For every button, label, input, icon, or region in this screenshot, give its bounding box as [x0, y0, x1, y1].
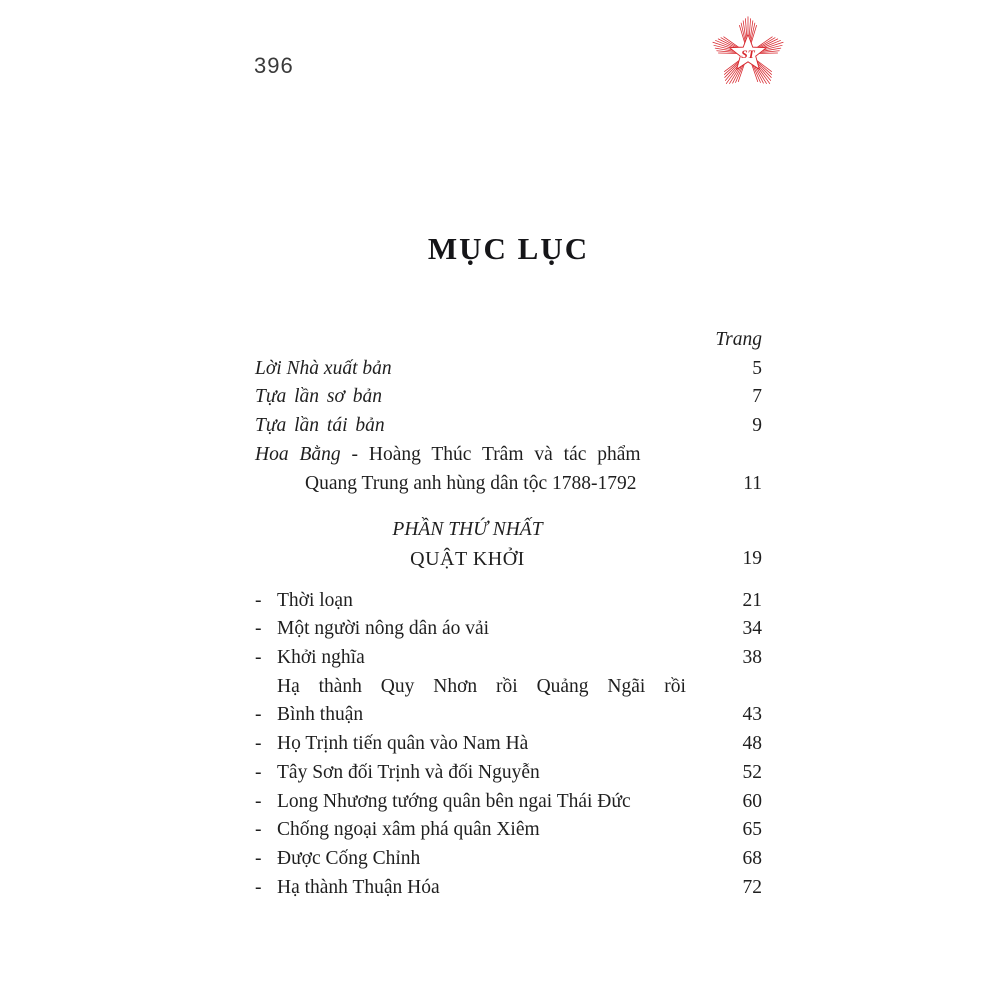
dash-bullet: -: [255, 790, 262, 812]
toc-entry-chapter-8: [255, 845, 762, 874]
entry-label-line2: Bình thuận: [277, 704, 364, 726]
toc-entry-front-3: [255, 441, 762, 498]
entry-page: 48: [742, 733, 762, 755]
entry-page: 11: [743, 472, 762, 494]
entry-page: 60: [742, 790, 762, 812]
entry-label: Lời Nhà xuất bản: [255, 357, 392, 379]
toc-entry-chapter-5: [255, 759, 762, 788]
chapter-list: [255, 587, 762, 903]
entry-page: 43: [742, 704, 762, 726]
page-title: MỤC LỤC: [427, 231, 590, 266]
entry-label: Một người nông dân áo vải: [277, 618, 490, 640]
part-heading-line1: PHẦN THỨ NHẤT: [392, 519, 543, 541]
toc-entry-chapter-2: [255, 644, 762, 673]
toc-entry-chapter-3: [255, 673, 762, 730]
toc-entry-front-2: [255, 412, 762, 441]
dash-bullet: -: [255, 876, 262, 898]
entry-author: Hoa Bằng: [255, 443, 341, 465]
entry-page: 19: [742, 547, 762, 569]
dash-bullet: -: [255, 618, 262, 640]
entry-label: [277, 673, 718, 730]
entry-title-rest: - Hoàng Thúc Trâm và tác phẩm: [351, 443, 641, 465]
entry-label: Họ Trịnh tiến quân vào Nam Hà: [277, 733, 529, 755]
dash-bullet: -: [255, 647, 262, 669]
entry-label-line2: Quang Trung anh hùng dân tộc 1788-1792: [305, 472, 637, 494]
table-of-contents: [255, 326, 762, 902]
entry-label: Khởi nghĩa: [277, 647, 365, 669]
entry-label: Tựa lần tái bản: [255, 415, 385, 437]
dash-bullet: -: [255, 761, 262, 783]
toc-entry-chapter-6: [255, 788, 762, 817]
entry-page: 72: [742, 876, 762, 898]
dash-bullet: -: [255, 819, 262, 841]
part-heading-line2: QUẬT KHỞI: [410, 547, 525, 570]
entry-label-line1: [255, 441, 663, 470]
entry-label: Tựa lần sơ bản: [255, 386, 383, 408]
entry-label: Thời loạn: [277, 589, 353, 611]
entry-page: 21: [742, 589, 762, 611]
toc-entry-chapter-4: [255, 730, 762, 759]
entry-label: Tây Sơn đối Trịnh và đối Nguyễn: [277, 761, 540, 783]
publisher-star-logo-icon: [706, 8, 790, 96]
toc-entry-chapter-0: [255, 587, 762, 616]
dash-bullet: -: [255, 704, 262, 726]
entry-label: Long Nhương tướng quân bên ngai Thái Đức: [277, 790, 631, 812]
entry-label: Chống ngoại xâm phá quân Xiêm: [277, 819, 540, 841]
entry-page: 38: [742, 647, 762, 669]
toc-entry-front-0: [255, 355, 762, 384]
entry-page: 52: [742, 761, 762, 783]
entry-page: 9: [752, 415, 762, 437]
dash-bullet: -: [255, 847, 262, 869]
toc-entry-front-1: [255, 383, 762, 412]
entry-page: 65: [742, 819, 762, 841]
toc-column-header: Trang: [715, 329, 762, 350]
entry-page: 34: [742, 618, 762, 640]
entry-page: 68: [742, 847, 762, 869]
toc-entry-chapter-1: [255, 615, 762, 644]
toc-entry-chapter-7: [255, 816, 762, 845]
dash-bullet: -: [255, 733, 262, 755]
entry-label: Hạ thành Thuận Hóa: [277, 876, 440, 898]
toc-entry-chapter-9: [255, 874, 762, 903]
dash-bullet: -: [255, 589, 262, 611]
entry-page: 5: [752, 357, 762, 379]
entry-label: Được Cống Chỉnh: [277, 847, 421, 869]
entry-label: [255, 441, 718, 498]
entry-label-line1: Hạ thành Quy Nhơn rồi Quảng Ngãi rồi: [277, 675, 686, 697]
toc-part-heading: [255, 516, 762, 573]
logo-monogram: ST: [741, 47, 755, 61]
page-number: 396: [254, 53, 294, 78]
entry-page: 7: [752, 386, 762, 408]
part-heading-lines: [255, 516, 680, 573]
